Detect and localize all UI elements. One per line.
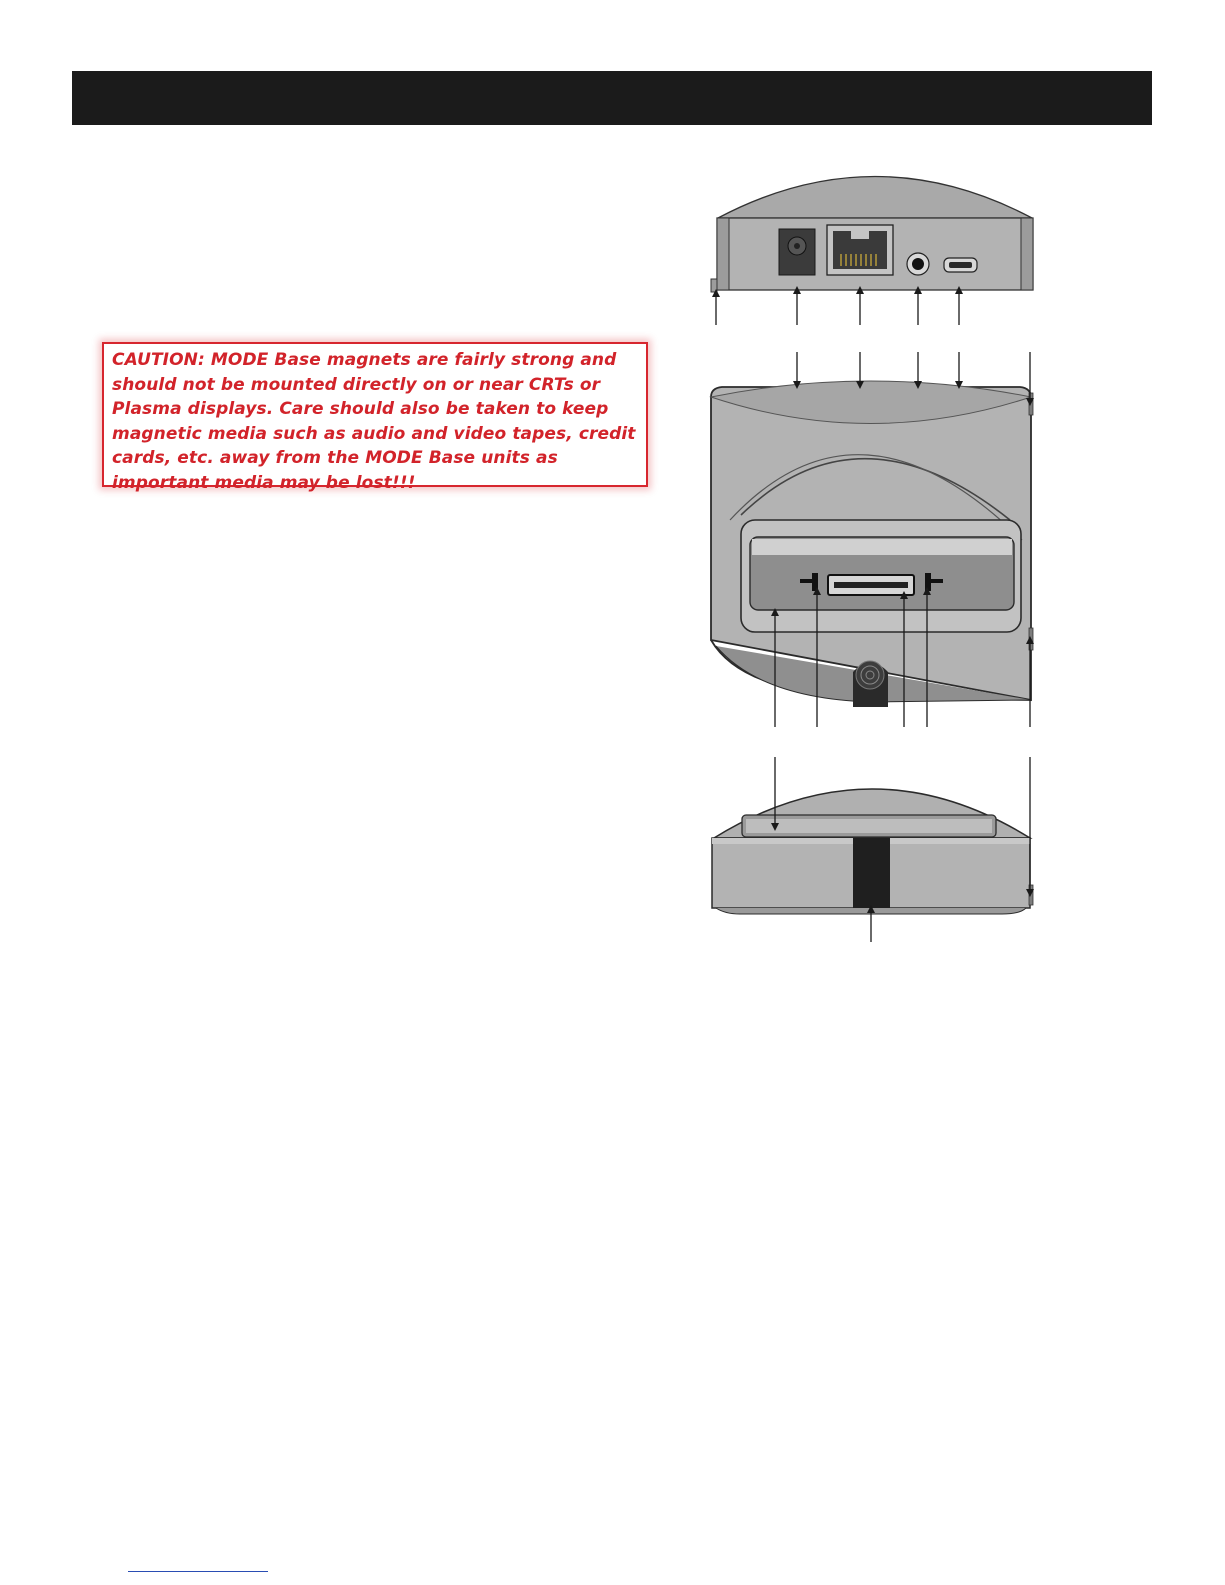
caution-text: CAUTION: MODE Base magnets are fairly strong and should not be mounted directly on or near CRTs or Plasma displays. Care should also be taken to keep magnetic media such as audio and video tapes, credit cards, etc. away from the MODE Base units as important media may be lost!!! xyxy=(112,350,636,493)
rear-view-dome xyxy=(718,177,1032,219)
audio-jack-icon xyxy=(907,253,929,275)
mode-base-diagram xyxy=(700,150,1050,950)
front-view xyxy=(712,757,1033,942)
ethernet-port-icon xyxy=(827,225,893,275)
caution-box xyxy=(102,342,648,493)
magnet-icon xyxy=(853,661,888,707)
top-view xyxy=(711,352,1033,727)
power-jack-icon xyxy=(779,229,815,275)
dock-connector-icon xyxy=(828,575,914,595)
mini-usb-port-icon xyxy=(944,258,977,272)
section-header-bar xyxy=(72,71,1152,125)
rear-view xyxy=(711,177,1033,326)
footer-link-underline xyxy=(128,1571,268,1572)
